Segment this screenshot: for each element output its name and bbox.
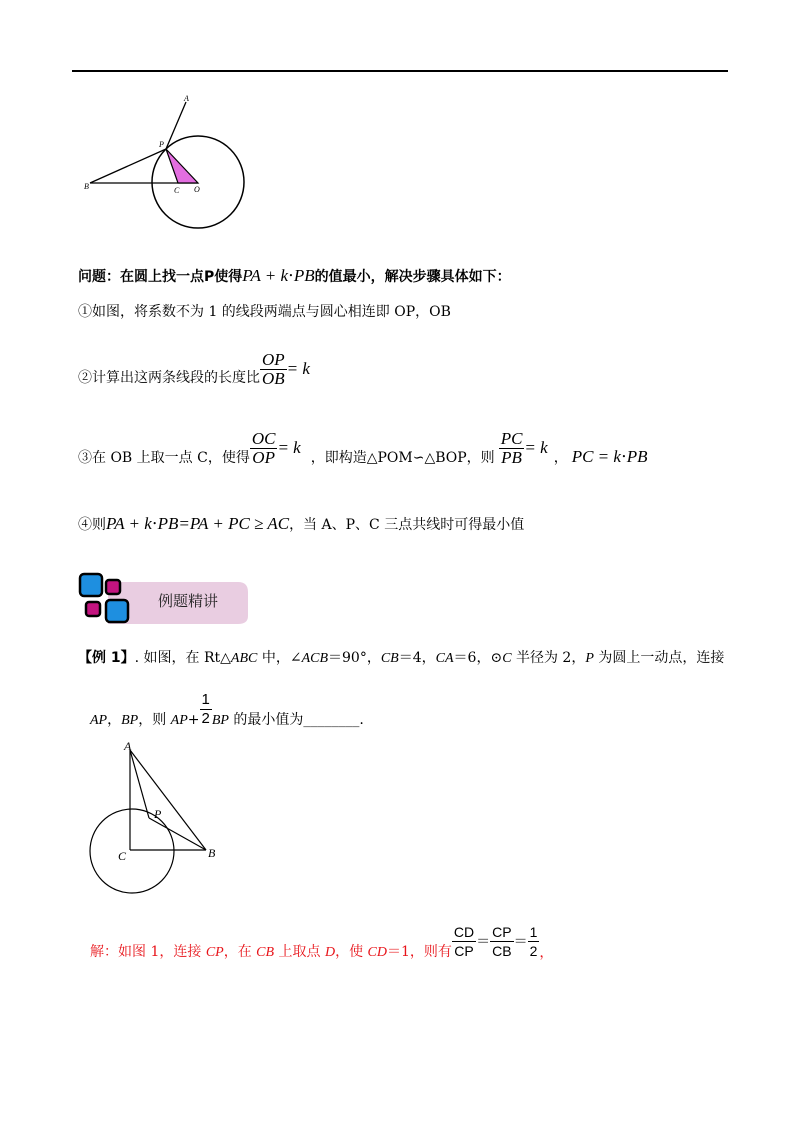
step-2 [78,350,310,388]
banner-square-blue-2 [106,600,128,622]
segment-ab [130,750,206,850]
problem-suffix: 的值最小，解决步骤具体如下： [314,269,511,285]
label-c: C [174,186,180,195]
label-a: A [184,94,189,103]
figure-2-circle [90,809,174,893]
header-rule [72,70,728,72]
solution-line: 解：如图 1，连接 CP，在 CB 上取点 D，使 CD＝1，则有 $\frac{CD}{CP}$ ＝ $\frac{CP}{CB}$ ＝ $\frac{1}{2}$ ， [90,924,554,961]
step-3-rhs-1: = k [277,438,301,457]
banner-square-magenta-2 [86,602,100,616]
step-1: ①如图，将系数不为 1 的线段两端点与圆心相连即 OP，OB [78,304,451,320]
step-2-rhs: = k [286,359,310,378]
segment-ap [130,750,149,818]
problem-statement [78,266,511,287]
step-2-text: ②计算出这两条线段的长度比 [78,370,260,386]
fig2-label-a: A [124,739,132,753]
example-fraction-half: $\frac{1}{2}$ [201,691,210,727]
fig2-label-p: P [154,807,162,821]
banner-label: 例题精讲 [158,592,219,610]
label-p: P [159,140,164,149]
problem-expr: PA + k⋅PB [242,266,315,285]
step-3-expr: PC = k⋅PB [571,447,648,466]
step-4 [78,514,524,535]
label-o: O [194,185,200,194]
solution-fraction-half: $\frac{1}{2}$ [529,924,538,959]
solution-fraction-cp-cb: $\frac{CP}{CB}$ [492,924,512,959]
step-3-fraction-2: $\frac{PC}{PB}$ [500,428,523,467]
step-3-text-a: ③在 OB 上取一点 C，使得 [78,450,250,466]
fig2-label-b: B [208,846,216,860]
label-b: B [84,182,89,191]
example-line-1: 【例 1】. 如图，在 Rt△ABC 中，∠ACB＝90°，CB＝4，CA＝6，⊙C 半径为 2，P 为圆上一动点，连接 [78,650,725,666]
step-3 [78,428,648,468]
segment-pb [149,818,206,850]
step-4-text-a: ④则 [78,517,106,533]
step-3-text-b: ，即构造△POM∽△BOP，则 [310,450,495,466]
solution-fraction-cd-cp: $\frac{CD}{CP}$ [453,924,475,959]
fig2-label-c: C [118,849,127,863]
figure-1-diagram [80,92,260,232]
step-3-comma: ， [553,450,568,466]
problem-prefix: 问题：在圆上找一点P使得 [78,269,243,285]
banner-square-magenta-1 [106,580,120,594]
example-tag: 【例 1】 [78,650,135,666]
step-2-fraction: $\frac{OP}{OB}$ [262,349,285,388]
triangle-pco [166,149,198,183]
step-3-fraction-1: $\frac{OC}{OP}$ [251,428,276,467]
example-line-2: AP，BP，则 AP+ $\frac{1}{2}$ BP 的最小值为________. [90,691,364,728]
step-3-rhs-2: = k [524,438,548,457]
figure-2-diagram [86,736,226,896]
step-4-text-b: ，当 A、P、C 三点共线时可得最小值 [289,517,525,533]
step-4-expr: PA + k⋅PB=PA + PC ≥ AC [106,514,290,533]
section-banner [78,572,258,628]
banner-square-blue-1 [80,574,102,596]
